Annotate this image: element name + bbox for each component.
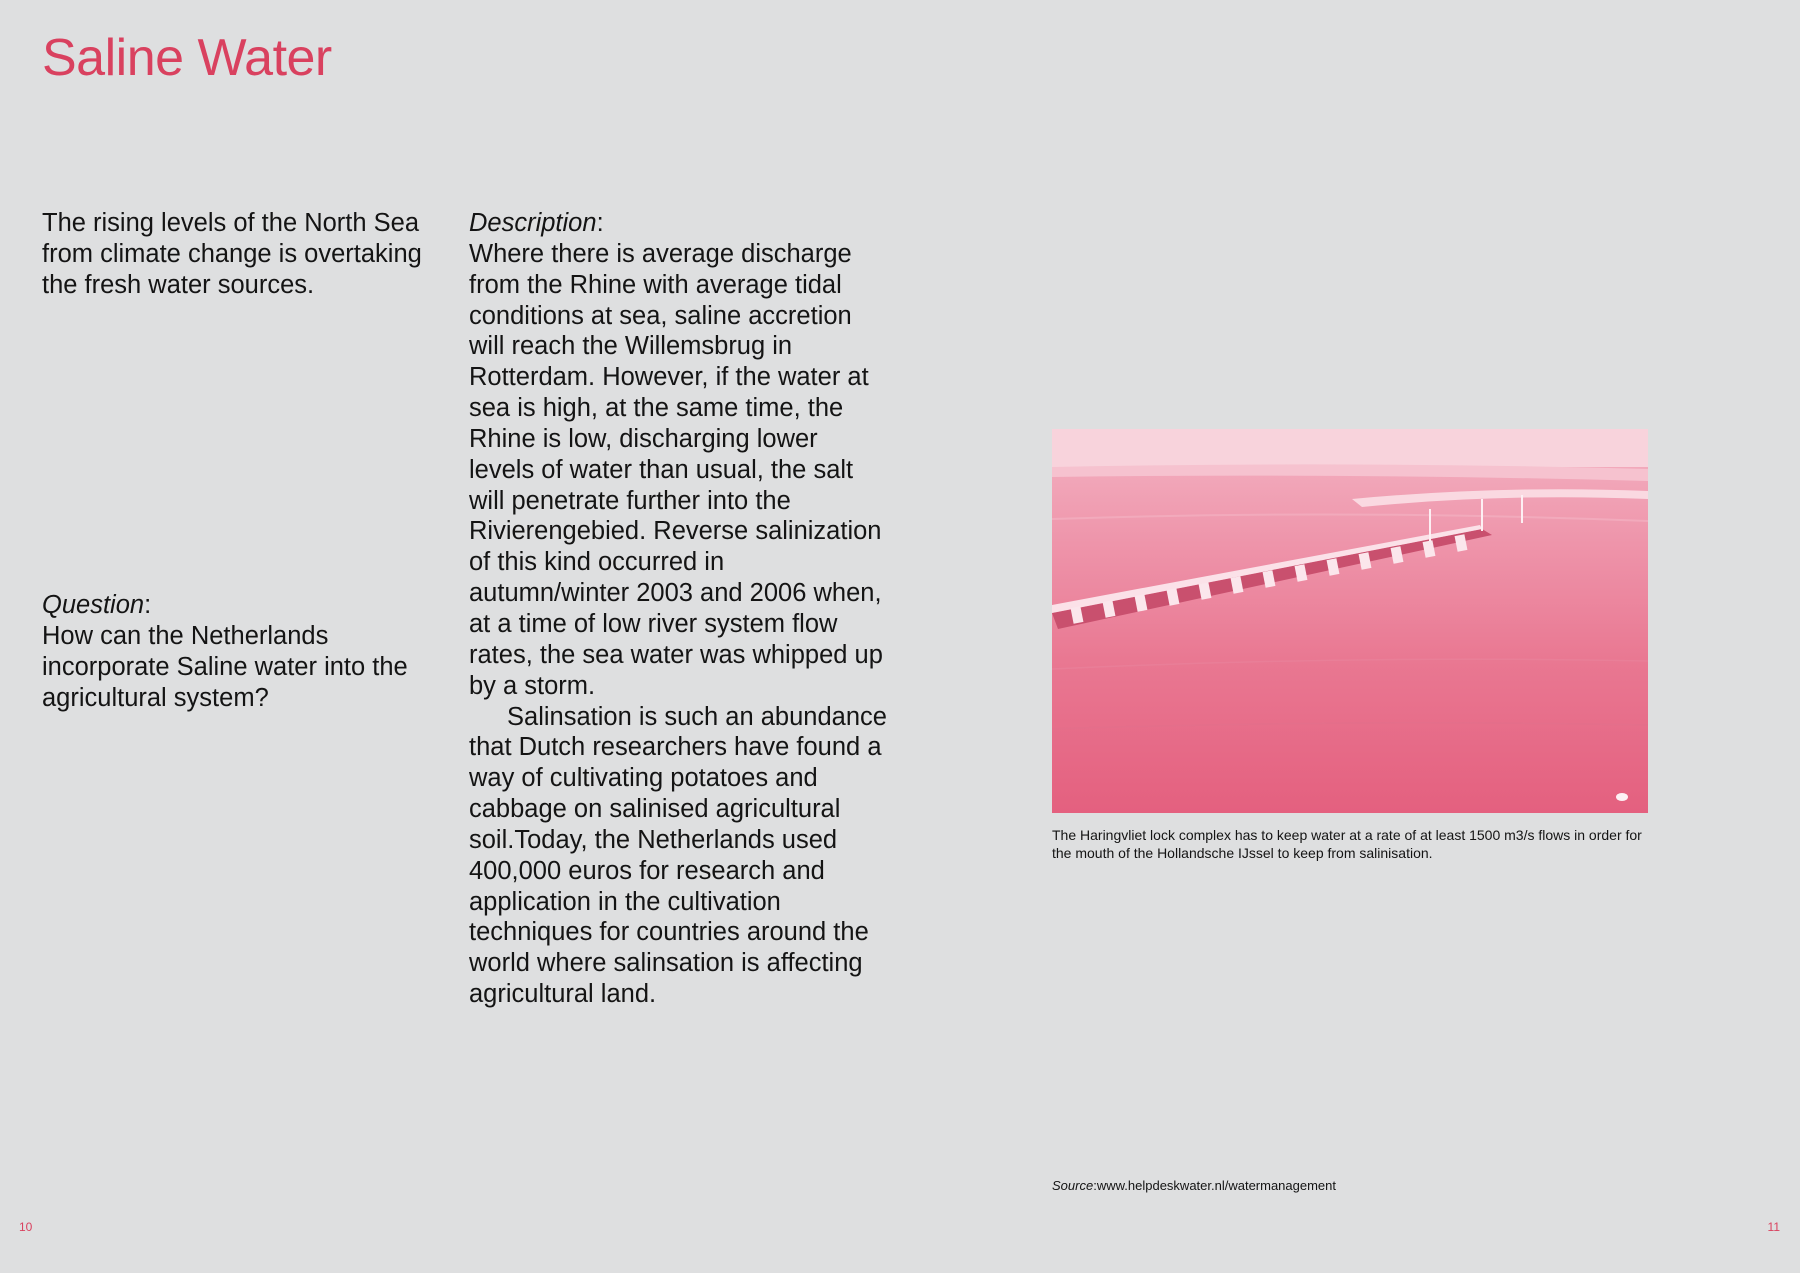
description-label: Description xyxy=(469,209,597,237)
sky xyxy=(1052,429,1648,467)
lock-complex-road xyxy=(1052,525,1482,613)
description-paragraph-2: Salinsation is such an abundance that Dutch researchers have found a way of cultivating potatoes and cabbage on salinised agricultural soil.Today, the Netherlands used 400,000 euros for research and application in the cultivation techniques for countries around the world where salinsation is affecting agricultural land. xyxy=(469,702,887,1009)
page-title: Saline Water xyxy=(42,29,332,87)
boat xyxy=(1616,793,1628,801)
source-url: www.helpdeskwater.nl/watermanagement xyxy=(1096,1178,1337,1193)
water-ripple xyxy=(1052,723,1648,729)
page-number-right: 11 xyxy=(1767,1220,1780,1234)
question-label: Question xyxy=(42,591,145,619)
page-number-left: 10 xyxy=(19,1220,33,1234)
water-ripple xyxy=(1052,514,1648,521)
intro-text: The rising levels of the North Sea from climate change is overtaking the fresh water sources. xyxy=(42,209,422,299)
photo-caption: The Haringvliet lock complex has to keep water at a rate of at least 1500 m3/s flows in order for the mouth of the Hollandsche IJssel to keep from salinisation. xyxy=(1052,827,1642,861)
water-ripple xyxy=(1052,659,1648,669)
source-line: Source:www.helpdeskwater.nl/watermanagement xyxy=(1052,1178,1337,1193)
question-text: How can the Netherlands incorporate Saline water into the agricultural system? xyxy=(42,622,408,712)
description-block: Description: Where there is average discharge from the Rhine with average tidal conditions at sea, saline accretion will reach the Willemsbrug in Rotterdam. However, if the water at sea is high, at the same time, the Rhine is low, discharging lower levels of water than usual, the salt will penetrate further into the Rivierengebied. Reverse salinization of this kind occurred in autumn/winter 2003 and 2006 when, at a time of low river system flow rates, the sea water was whipped up by a storm. Salinsation is such an abundance that Dutch researchers have found a way of cultivating potatoes and cabbage on salinised agricultural soil.Today, the Netherlands used 400,000 euros for research and application in the cultivation techniques for countries around the world where salinsation is affecting agricultural land. xyxy=(469,209,887,1009)
haringvliet-photo-illustration xyxy=(1052,429,1648,813)
haringvliet-photo xyxy=(1052,429,1648,813)
far-shore xyxy=(1052,464,1648,481)
sandbar xyxy=(1352,489,1648,507)
question-block: Question: How can the Netherlands incorporate Saline water into the agricultural system? xyxy=(42,591,408,712)
description-paragraph-1: Where there is average discharge from the Rhine with average tidal conditions at sea, saline accretion will reach the Willemsbrug in Rotterdam. However, if the water at sea is high, at the same time, the Rhine is low, discharging lower levels of water than usual, the salt will penetrate further into the Rivierengebied. Reverse salinization of this kind occurred in autumn/winter 2003 and 2006 when, at a time of low river system flow rates, the sea water was whipped up by a storm. xyxy=(469,239,883,700)
source-label: Source xyxy=(1052,1178,1094,1193)
